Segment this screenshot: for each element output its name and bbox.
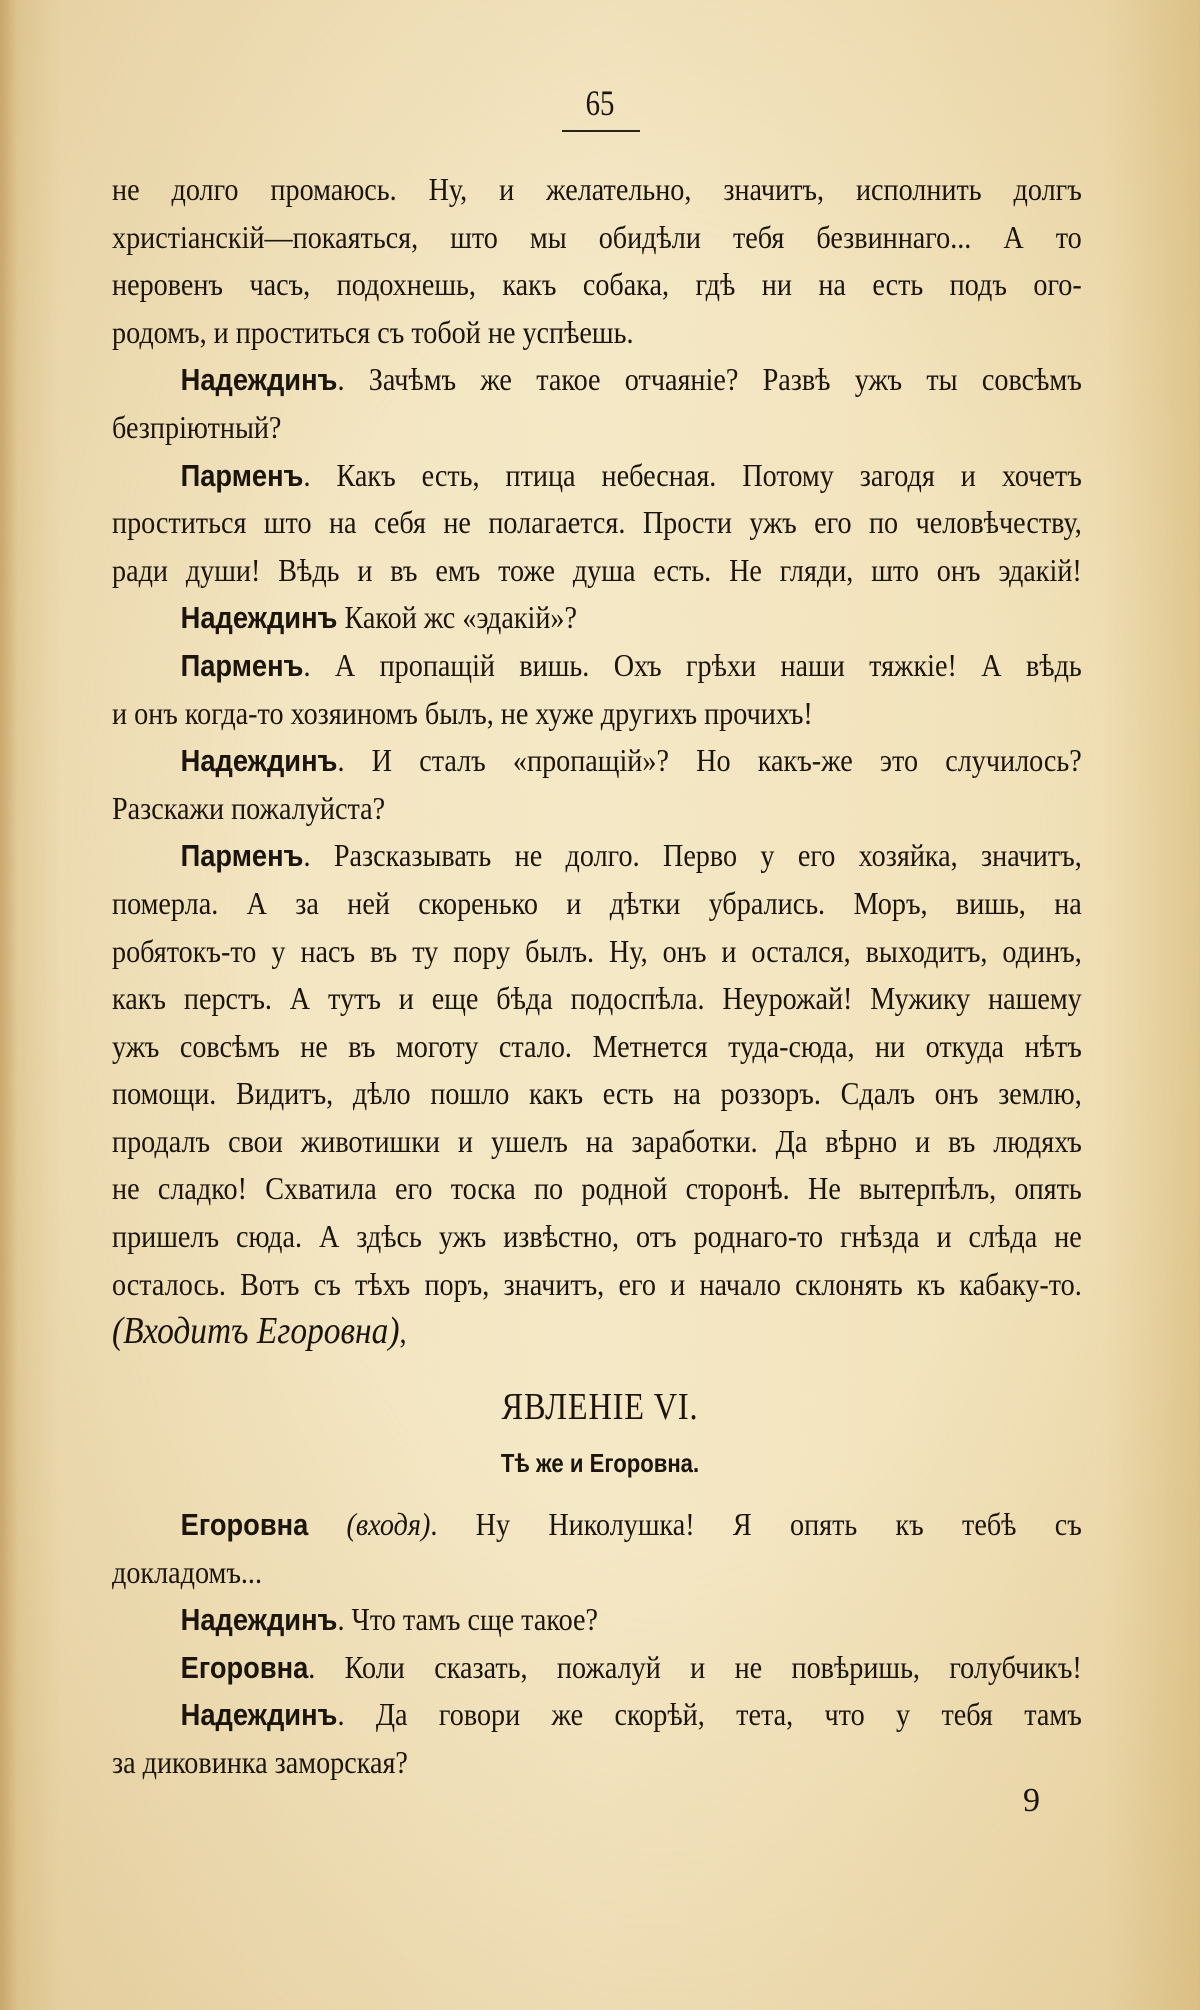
line-text: христіанскій—покаяться, што мы обидѣли тебя безвиннаго... А то: [112, 218, 1082, 255]
dialogue-block-scene: [112, 1501, 1200, 1787]
line-text: пришелъ сюда. А здѣсь ужъ извѣстно, отъ роднаго-то гнѣзда и слѣда не: [112, 1218, 1082, 1255]
text-line: [112, 737, 1082, 785]
speaker-name: Парменъ: [180, 838, 304, 874]
speaker-name: Надеждинъ: [180, 362, 338, 398]
text-line: [112, 1023, 1082, 1071]
dialogue-block-main: [112, 166, 1200, 1356]
line-text: . И сталъ «пропащій»? Но какъ-же это случилось?: [337, 742, 1082, 779]
text-line: [112, 1644, 1082, 1692]
line-text: . Какъ есть, птица небесная. Потому загодя и хочетъ: [303, 456, 1082, 493]
text-line: [112, 404, 1082, 452]
line-text: . Коли сказать, пожалуй и не повѣришь, голубчикъ!: [308, 1648, 1082, 1685]
text-line: [112, 785, 1082, 833]
signature-mark: 9: [1023, 1782, 1040, 1819]
line-text: проститься што на себя не полагается. Прости ужъ его по человѣчеству,: [112, 504, 1082, 541]
line-text: докладомъ...: [112, 1553, 263, 1590]
scene-heading: ЯВЛЕНІЕ VI.: [501, 1386, 699, 1428]
line-text: . Зачѣмъ же такое отчаяніе? Развѣ ужъ ты совсѣмъ: [337, 361, 1082, 398]
text-line: [112, 642, 1082, 690]
speaker-name: Надеждинъ: [180, 743, 338, 779]
line-text: Разскажи пожалуйста?: [112, 789, 386, 826]
text-line: [112, 1070, 1082, 1118]
line-text: родомъ, и проститься съ тобой не успѣешь.: [112, 313, 634, 350]
text-line: [112, 1739, 1082, 1787]
speaker-name: Надеждинъ: [180, 1602, 338, 1638]
line-text: ,: [399, 1314, 407, 1351]
line-text: . Что тамъ сще такое?: [337, 1601, 598, 1638]
line-text: . Ну Николушка! Я опять къ тебѣ съ: [430, 1506, 1082, 1542]
text-line: [112, 1165, 1082, 1213]
line-text: померла. А за ней скоренько и дѣтки убрались. Моръ, вишь, на: [112, 884, 1082, 921]
text-line: [112, 452, 1082, 500]
text-line: [112, 1118, 1082, 1166]
line-text: за диковинка заморская?: [112, 1743, 408, 1780]
line-text: не сладко! Схватила его тоска по родной сторонѣ. Не вытерпѣлъ, опять: [112, 1170, 1082, 1207]
line-text: Какой жс «эдакій»?: [337, 599, 578, 636]
line-text: . Да говори же скорѣй, тета, что у тебя тамъ: [337, 1696, 1082, 1733]
line-text: . Разсказывать не долго. Перво у его хозяйка, значитъ,: [303, 837, 1082, 874]
stage-direction: (входя): [346, 1506, 431, 1542]
text-line: [112, 928, 1082, 976]
line-text: ужъ совсѣмъ не въ моготу стало. Метнется туда-сюда, ни откуда нѣтъ: [112, 1027, 1082, 1064]
text-line: [112, 1549, 1082, 1597]
text-line: [112, 261, 1082, 309]
text-line: [112, 166, 1082, 214]
text-line: [112, 975, 1082, 1023]
text-line: [112, 499, 1082, 547]
speaker-name: Егоровна: [180, 1507, 309, 1542]
text-line: [112, 1691, 1082, 1739]
text-line: [112, 214, 1082, 262]
line-text: неровенъ часъ, подохнешь, какъ собака, гдѣ ни на есть подъ ого-: [112, 266, 1082, 303]
line-text: не долго промаюсь. Ну, и желательно, значитъ, исполнить долгъ: [112, 171, 1082, 207]
text-line: [112, 690, 1082, 738]
speaker-name: Надеждинъ: [180, 600, 338, 636]
speaker-name: Парменъ: [180, 647, 304, 683]
text-line: [112, 1261, 1082, 1309]
text-line: [112, 309, 1082, 357]
line-text: помощи. Видитъ, дѣло пошло какъ есть на роззоръ. Сдалъ онъ землю,: [112, 1075, 1082, 1112]
text-line: [112, 356, 1082, 404]
text-line: [112, 1308, 1082, 1356]
text-line: [112, 1213, 1082, 1261]
line-text: безпріютный?: [112, 408, 282, 445]
text-line: [112, 1596, 1082, 1644]
text-line: [112, 880, 1082, 928]
speaker-name: Надеждинъ: [180, 1697, 338, 1733]
line-text: какъ перстъ. А тутъ и еще бѣда подоспѣла. Неурожай! Мужику нашему: [112, 980, 1082, 1017]
line-text: робятокъ-то у насъ въ ту пору былъ. Ну, онъ и остался, выходитъ, одинъ,: [112, 932, 1082, 969]
header-rule: [562, 130, 640, 132]
text-line: [112, 547, 1082, 595]
line-text: осталось. Вотъ съ тѣхъ поръ, значитъ, его и начало склонять къ кабаку-то.: [112, 1265, 1082, 1302]
text-line: [112, 594, 1082, 642]
line-text: . А пропащій вишь. Охъ грѣхи наши тяжкіе! А вѣдь: [303, 646, 1082, 683]
speaker-name: Парменъ: [180, 457, 304, 493]
line-text: ради души! Вѣдь и въ емъ тоже душа есть. Не гляди, што онъ эдакій!: [112, 551, 1082, 588]
scene-characters: Тѣ же и Егоровна.: [500, 1448, 700, 1478]
line-text: [308, 1506, 346, 1542]
stage-direction: (Входитъ Егоровна): [112, 1310, 400, 1353]
speaker-name: Егоровна: [180, 1649, 309, 1685]
line-text: продалъ свои животишки и ушелъ на заработки. Да вѣрно и въ людяхъ: [112, 1122, 1082, 1159]
text-line: [112, 832, 1082, 880]
text-line: [112, 1501, 1082, 1549]
line-text: и онъ когда-то хозяиномъ былъ, не хуже другихъ прочихъ!: [112, 694, 813, 731]
page-number: 65: [585, 83, 615, 123]
